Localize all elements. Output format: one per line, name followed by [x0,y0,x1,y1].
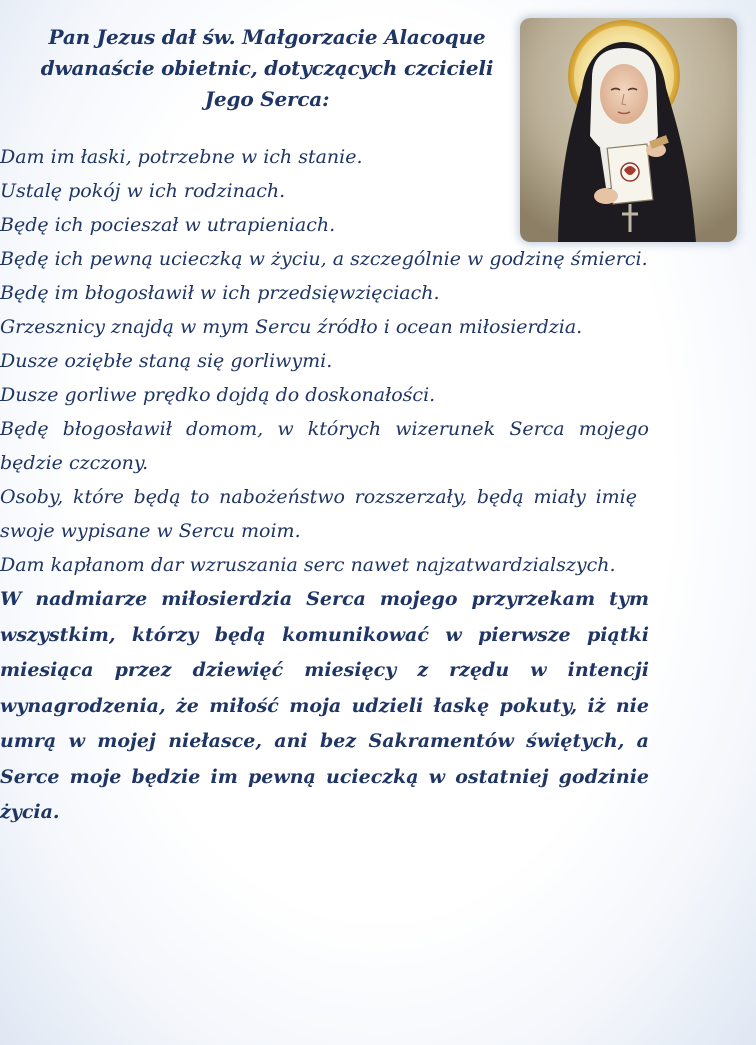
list-item [0,276,649,310]
list-text: Dusze gorliwe prędko dojdą do doskonałości. [0,384,436,406]
list-item [0,548,649,582]
list-text: Dusze oziębłe staną się gorliwymi. [0,350,333,372]
list-text: W nadmiarze miłosierdzia Serca mojego przyrzekam tym wszystkim, którzy będą komunikować w pierwsze piątki miesiąca przez dziewięć miesięcy z rzędu w intencji wynagrodzenia, że miłość moja udzieli łaskę pokuty, iż nie umrą w mojej niełasce, ani bez Sakramentów świętych, a Serce moje będzie im pewną ucieczką w ostatniej godzinie życia. [0,588,649,823]
list-text: Ustalę pokój w ich rodzinach. [0,180,286,202]
list-item [0,310,649,344]
list-item [0,242,649,276]
list-item [0,582,649,831]
list-text: Dam im łaski, potrzebne w ich stanie. [0,146,363,168]
list-text: Dam kapłanom dar wzruszania serc nawet najzatwardzialszych. [0,554,616,576]
list-item [0,378,649,412]
list-item [0,480,637,548]
list-text: Będę błogosławił domom, w których wizerunek Serca mojego będzie czczony. [0,418,649,474]
list-text: Będę im błogosławił w ich przedsięwzięciach. [0,282,440,304]
list-item [0,208,649,242]
list-text: Będę ich pocieszał w utrapieniach. [0,214,336,236]
list-text: Grzesznicy znajdą w mym Sercu źródło i ocean miłosierdzia. [0,316,583,338]
list-item [0,140,424,174]
promises-list [0,140,756,831]
list-item [0,412,649,480]
list-item [0,344,649,378]
list-text: Będę ich pewną ucieczką w życiu, a szczególnie w godzinę śmierci. [0,248,648,270]
page-title: Pan Jezus dał św. Małgorzacie Alacoque dwanaście obietnic, dotyczących czcicieli Jego Serca: [40,25,494,111]
list-text: Osoby, które będą to nabożeństwo rozszerzały, będą miały imię swoje wypisane w Sercu moim. [0,486,637,542]
list-item [0,174,424,208]
